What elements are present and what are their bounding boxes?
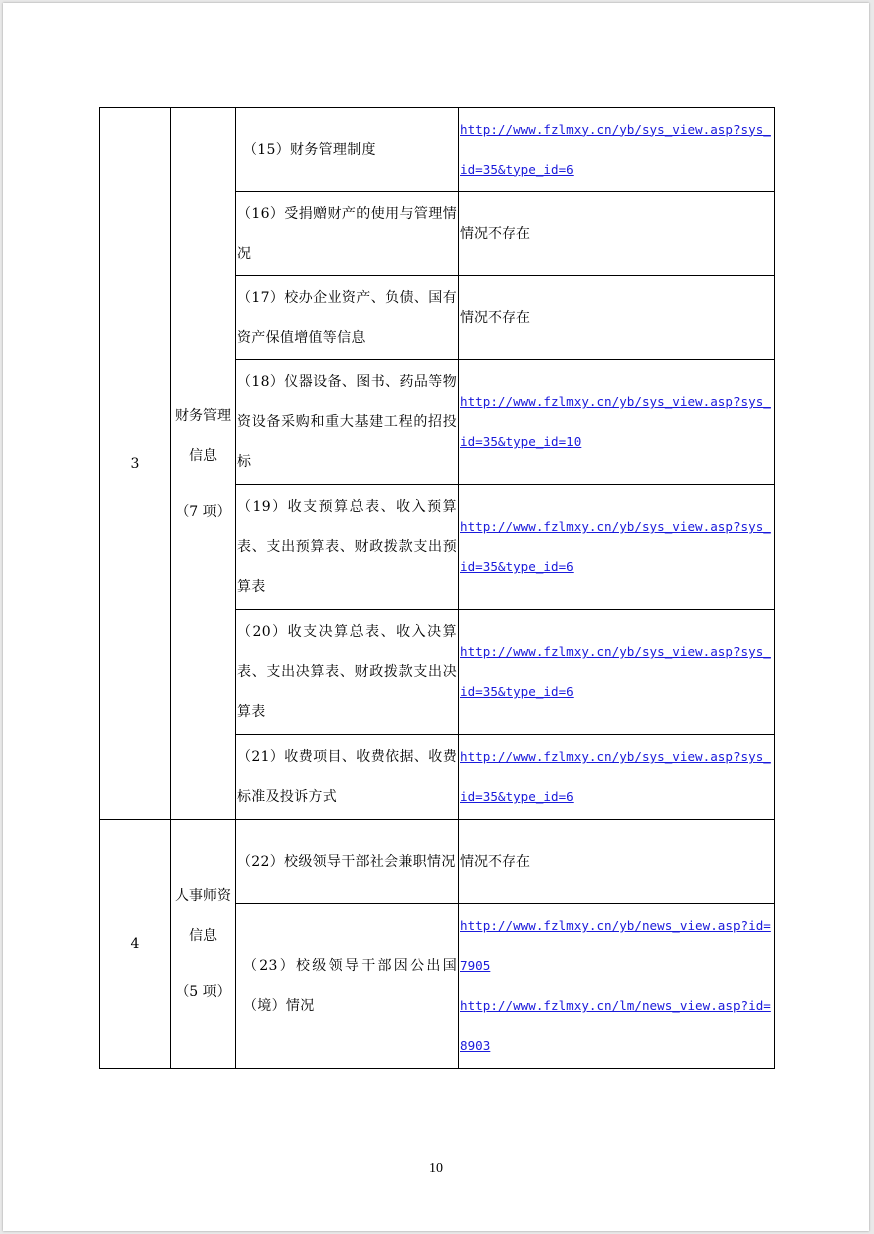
item-cell: [236, 735, 459, 820]
status-text: 情况不存在: [460, 853, 530, 870]
item-cell: [236, 360, 459, 485]
item-text: （19）收支预算总表、收入预算表、支出预算表、财政拨款支出预算表: [237, 499, 457, 595]
status-cell: [459, 276, 775, 360]
link-cell: [459, 108, 775, 192]
category-label: 人事师资: [175, 888, 231, 904]
link-cell: [459, 485, 775, 610]
document-page: [3, 3, 869, 1231]
item-cell: [236, 610, 459, 735]
disclosure-link[interactable]: http://www.fzlmxy.cn/lm/news_view.asp?id=8903: [460, 998, 771, 1053]
group-number: 3: [100, 108, 171, 820]
group-category: [171, 820, 236, 1069]
category-count: （7 项）: [175, 503, 231, 520]
disclosure-link[interactable]: http://www.fzlmxy.cn/yb/sys_view.asp?sys_id=35&type_id=6: [460, 519, 771, 574]
link-cell: [459, 904, 775, 1069]
disclosure-link[interactable]: http://www.fzlmxy.cn/yb/sys_view.asp?sys_id=35&type_id=6: [460, 644, 771, 699]
item-cell: [236, 192, 459, 276]
category-count: （5 项）: [175, 984, 231, 1000]
disclosure-link[interactable]: http://www.fzlmxy.cn/yb/news_view.asp?id=7905: [460, 918, 771, 973]
status-cell: [459, 820, 775, 904]
disclosure-link[interactable]: http://www.fzlmxy.cn/yb/sys_view.asp?sys_id=35&type_id=6: [460, 121, 771, 177]
status-text: 情况不存在: [460, 309, 530, 326]
item-text: （15）财务管理制度: [243, 141, 376, 158]
item-cell: [236, 904, 459, 1069]
group-category: [171, 108, 236, 820]
disclosure-link[interactable]: http://www.fzlmxy.cn/yb/sys_view.asp?sys_id=35&type_id=6: [460, 749, 771, 804]
item-text: （17）校办企业资产、负债、国有资产保值增值等信息: [237, 289, 457, 346]
disclosure-link[interactable]: http://www.fzlmxy.cn/yb/sys_view.asp?sys_id=35&type_id=10: [460, 394, 771, 449]
item-cell: [236, 820, 459, 904]
item-text: （16）受捐赠财产的使用与管理情况: [237, 205, 457, 262]
item-cell: [236, 276, 459, 360]
category-label: 信息: [189, 928, 217, 944]
item-text: （21）收费项目、收费依据、收费标准及投诉方式: [237, 749, 457, 805]
link-cell: [459, 735, 775, 820]
item-text: （23）校级领导干部因公出国（境）情况: [243, 958, 457, 1014]
page-number: 10: [429, 1161, 443, 1176]
link-cell: [459, 360, 775, 485]
status-cell: [459, 192, 775, 276]
item-cell: [236, 108, 459, 192]
table-row: [100, 820, 775, 904]
status-text: 情况不存在: [460, 225, 530, 242]
category-label: 信息: [189, 447, 217, 464]
item-text: （18）仪器设备、图书、药品等物资设备采购和重大基建工程的招投标: [237, 374, 457, 470]
link-cell: [459, 610, 775, 735]
item-cell: [236, 485, 459, 610]
category-label: 财务管理: [175, 407, 231, 424]
item-text: （22）校级领导干部社会兼职情况: [237, 853, 456, 870]
group-number: 4: [100, 820, 171, 1069]
disclosure-table: [99, 107, 775, 1069]
table-row: [100, 108, 775, 192]
item-text: （20）收支决算总表、收入决算表、支出决算表、财政拨款支出决算表: [237, 624, 457, 720]
